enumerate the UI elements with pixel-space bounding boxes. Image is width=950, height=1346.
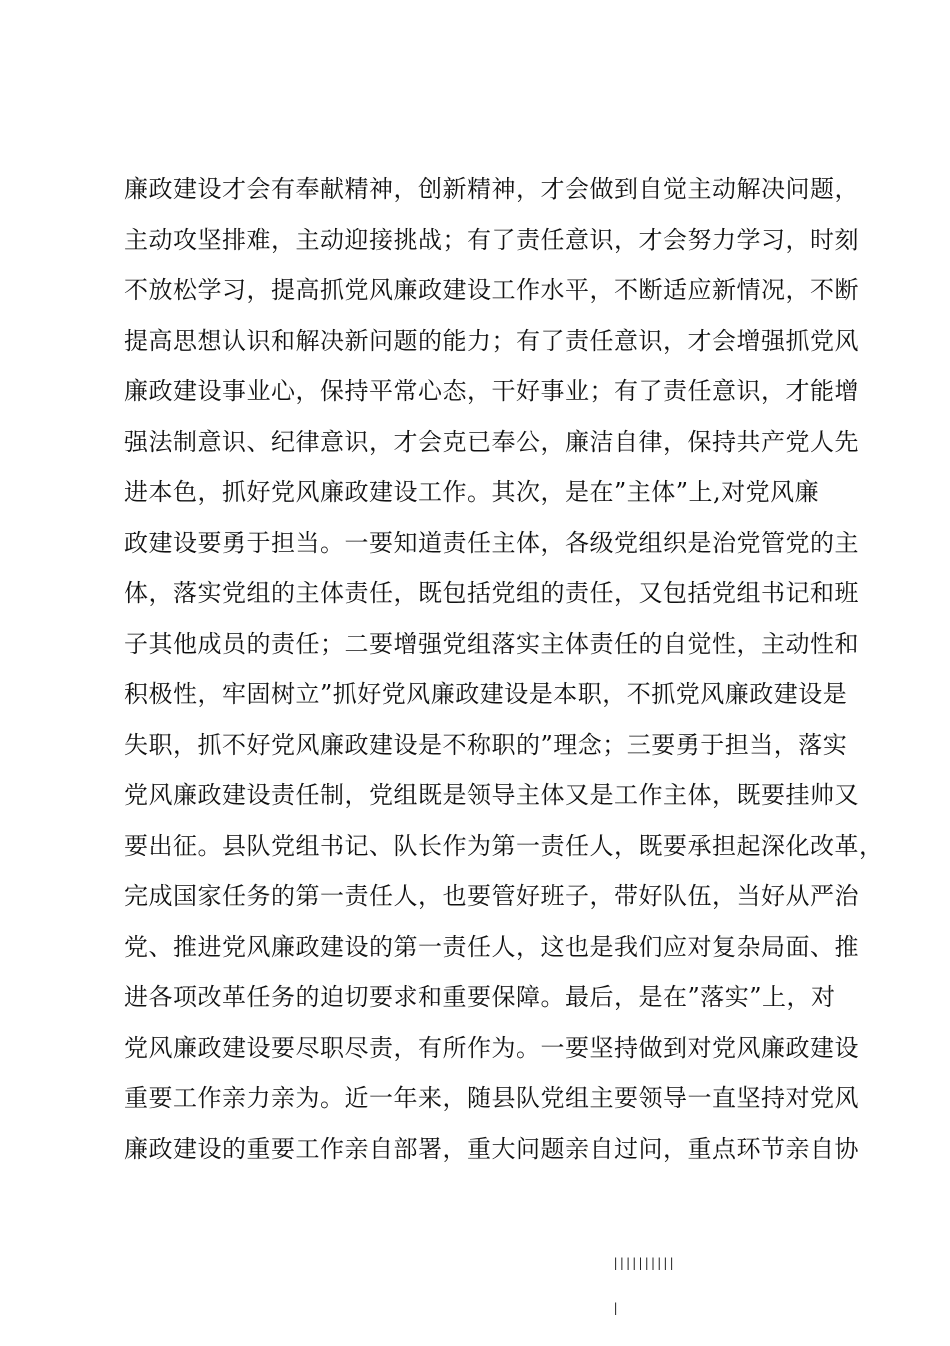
text-line: 进本色，抓好党风廉政建设工作。其次，是在”主体”上,对党风廉 bbox=[124, 478, 820, 506]
text-line: 提高思想认识和解决新问题的能力；有了责任意识，才会增强抓党风 bbox=[124, 326, 859, 355]
text-line: 体，落实党组的主体责任，既包括党组的责任，又包括党组书记和班 bbox=[124, 579, 859, 607]
footer-mark-line-1: |||||||||| bbox=[612, 1256, 675, 1270]
text-line: 党风廉政建设要尽职尽责，有所作为。一要坚持做到对党风廉政建设 bbox=[124, 1033, 859, 1062]
text-line: 强法制意识、纪律意识，才会克已奉公，廉洁自律，保持共产党人先 bbox=[124, 427, 859, 456]
footer-barcode-mark bbox=[612, 1226, 675, 1346]
text-line: 廉政建设事业心，保持平常心态，干好事业；有了责任意识，才能增 bbox=[124, 377, 859, 405]
text-line: 廉政建设的重要工作亲自部署，重大问题亲自过问，重点环节亲自协 bbox=[124, 1134, 859, 1163]
body-paragraph bbox=[124, 164, 884, 1174]
text-line: 子其他成员的责任；二要增强党组落实主体责任的自觉性，主动性和 bbox=[124, 629, 859, 658]
text-line: 不放松学习，提高抓党风廉政建设工作水平，不断适应新情况，不断 bbox=[124, 276, 859, 304]
text-line: 党、推进党风廉政建设的第一责任人，这也是我们应对复杂局面、推 bbox=[124, 932, 859, 961]
text-line: 重要工作亲力亲为。近一年来，随县队党组主要领导一直坚持对党风 bbox=[124, 1084, 859, 1112]
text-line: 政建设要勇于担当。一要知道责任主体，各级党组织是治党管党的主 bbox=[124, 528, 859, 557]
text-line: 主动攻坚排难，主动迎接挑战；有了责任意识，才会努力学习，时刻 bbox=[124, 225, 859, 254]
text-line: 要出征。县队党组书记、队长作为第一责任人，既要承担起深化改革， bbox=[124, 831, 884, 860]
text-line: 失职，抓不好党风廉政建设是不称职的”理念；三要勇于担当，落实 bbox=[124, 730, 848, 759]
text-line: 廉政建设才会有奉献精神，创新精神，才会做到自觉主动解决问题， bbox=[124, 175, 859, 203]
text-line: 积极性，牢固树立”抓好党风廉政建设是本职，不抓党风廉政建设是 bbox=[124, 680, 848, 708]
text-line: 党风廉政建设责任制，党组既是领导主体又是工作主体，既要挂帅又 bbox=[124, 781, 859, 809]
text-line: 进各项改革任务的迫切要求和重要保障。最后，是在”落实”上，对 bbox=[124, 983, 836, 1011]
text-line: 完成国家任务的第一责任人，也要管好班子，带好队伍，当好从严治 bbox=[124, 882, 859, 910]
footer-mark-line-2: | bbox=[612, 1301, 619, 1315]
